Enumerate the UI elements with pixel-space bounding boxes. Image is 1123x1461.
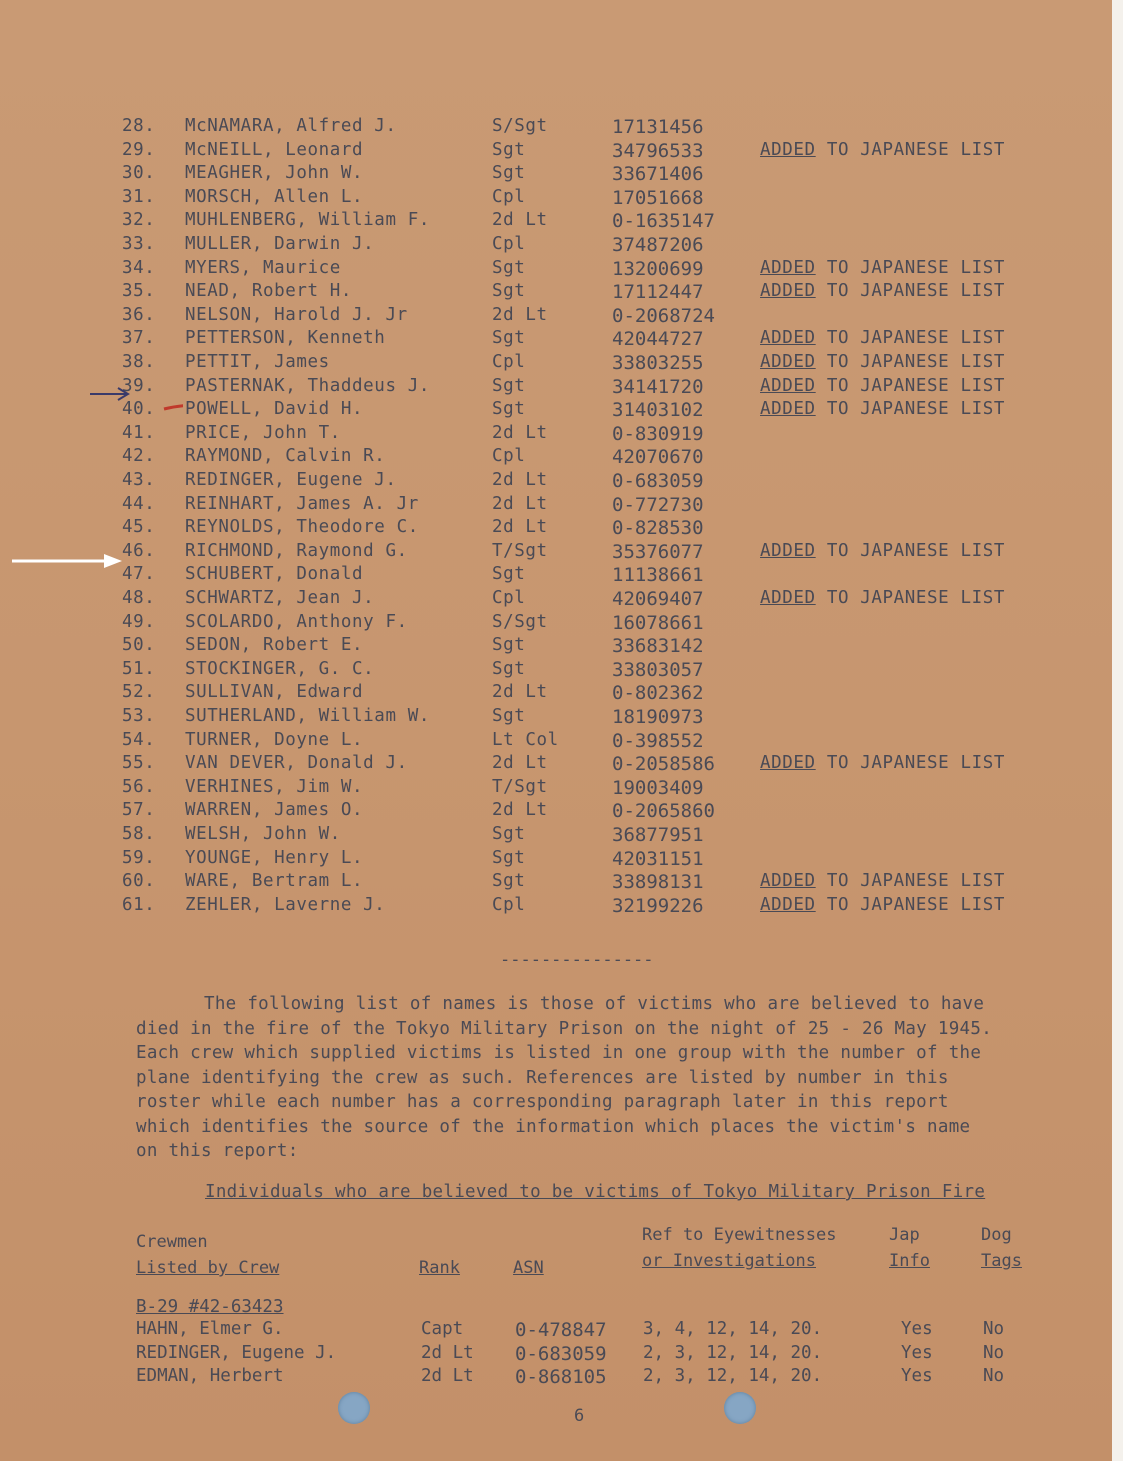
roster-asn: 42044727 <box>612 328 704 351</box>
section-divider: --------------- <box>500 950 654 970</box>
roster-note: ADDED TO JAPANESE LIST <box>760 328 1005 349</box>
roster-rank: T/Sgt <box>492 776 548 797</box>
roster-asn: 0-1635147 <box>612 210 715 233</box>
roster-name: MULLER, Darwin J. <box>185 234 375 254</box>
roster-number: 43. <box>122 470 156 490</box>
roster-row <box>0 163 1100 187</box>
header-jap <box>889 1222 930 1274</box>
roster-asn: 13200699 <box>612 257 704 280</box>
victim-jap: Yes <box>901 1342 933 1363</box>
roster-name: PETTERSON, Kenneth <box>185 328 386 349</box>
roster-number: 45. <box>122 517 156 538</box>
roster-name: VAN DEVER, Donald J. <box>185 753 408 774</box>
victim-name: HAHN, Elmer G. <box>136 1319 284 1339</box>
roster-number: 32. <box>122 210 156 231</box>
roster-number: 60. <box>122 871 156 892</box>
roster-note: ADDED TO JAPANESE LIST <box>760 871 1005 892</box>
header-asn-label: ASN <box>513 1258 544 1278</box>
roster-number: 56. <box>122 776 156 797</box>
victim-rank: 2d Lt <box>421 1342 474 1363</box>
paragraph-line: Each crew which supplied victims is listed in one group with the number of the <box>136 1043 982 1063</box>
roster-asn: 36877951 <box>612 824 704 846</box>
roster-row <box>0 871 1100 895</box>
roster-rank: Cpl <box>492 588 526 608</box>
roster-name: NEAD, Robert H. <box>185 281 353 302</box>
roster-asn: 16078661 <box>612 611 704 634</box>
roster-number: 33. <box>122 234 156 254</box>
roster-number: 41. <box>122 422 156 443</box>
roster-asn: 19003409 <box>612 776 704 799</box>
roster-number: 49. <box>122 611 156 632</box>
roster-name: SEDON, Robert E. <box>185 635 364 656</box>
roster-row <box>0 824 1100 848</box>
roster-note: ADDED TO JAPANESE LIST <box>760 139 1005 160</box>
roster-asn: 33671406 <box>612 163 704 186</box>
roster-asn: 31403102 <box>612 399 704 422</box>
roster-name: STOCKINGER, G. C. <box>185 658 375 679</box>
victim-ref: 3, 4, 12, 14, 20. <box>643 1319 823 1339</box>
roster-note: ADDED TO JAPANESE LIST <box>760 399 1005 420</box>
roster-rank: 2d Lt <box>492 470 548 490</box>
roster-row <box>0 352 1100 376</box>
roster-number: 40. <box>122 399 156 420</box>
victim-row <box>0 1343 1100 1367</box>
roster-asn: 0-2058586 <box>612 753 715 776</box>
roster-asn: 0-802362 <box>612 682 704 705</box>
roster-row <box>0 635 1100 659</box>
roster-rank: 2d Lt <box>492 517 548 538</box>
roster-row <box>0 116 1100 140</box>
roster-name: WARREN, James O. <box>185 800 364 821</box>
roster-number: 29. <box>122 139 156 160</box>
roster-number: 48. <box>122 588 156 608</box>
roster-rank: 2d Lt <box>492 210 548 231</box>
victim-asn: 0-683059 <box>515 1342 607 1365</box>
roster-note: ADDED TO JAPANESE LIST <box>760 257 1005 278</box>
roster-name: PASTERNAK, Thaddeus J. <box>185 375 430 396</box>
roster-asn: 32199226 <box>612 894 704 917</box>
roster-name: REDINGER, Eugene J. <box>185 470 397 490</box>
roster-name: WELSH, John W. <box>185 824 341 844</box>
roster-row <box>0 305 1100 329</box>
roster-number: 46. <box>122 540 156 561</box>
header-dog-line2: Tags <box>981 1251 1022 1271</box>
roster-rank: Sgt <box>492 635 526 656</box>
roster-rank: 2d Lt <box>492 682 548 703</box>
header-dog <box>981 1222 1022 1274</box>
roster-rank: Lt Col <box>492 729 559 750</box>
roster-rank: Sgt <box>492 328 526 349</box>
roster-rank: T/Sgt <box>492 540 548 561</box>
roster-rank: Sgt <box>492 281 526 302</box>
roster-row <box>0 659 1100 683</box>
roster-rank: S/Sgt <box>492 611 548 632</box>
roster-number: 54. <box>122 729 156 750</box>
section-heading: Individuals who are believed to be victims of Tokyo Military Prison Fire <box>205 1182 986 1202</box>
roster-number: 30. <box>122 163 156 184</box>
roster-rank: 2d Lt <box>492 304 548 325</box>
roster-asn: 37487206 <box>612 234 704 256</box>
roster-row <box>0 800 1100 824</box>
roster-name: RAYMOND, Calvin R. <box>185 446 386 467</box>
roster-name: MORSCH, Allen L. <box>185 186 364 207</box>
victim-ref: 2, 3, 12, 14, 20. <box>643 1342 823 1363</box>
roster-number: 53. <box>122 706 156 726</box>
roster-asn: 35376077 <box>612 540 704 563</box>
roster-name: YOUNGE, Henry L. <box>185 847 364 868</box>
page-edge <box>1112 0 1123 1461</box>
roster-row <box>0 281 1100 305</box>
paragraph-line: plane identifying the crew as such. References are listed by number in this <box>136 1067 949 1088</box>
roster-asn: 17051668 <box>612 186 704 209</box>
roster-asn: 11138661 <box>612 564 704 587</box>
roster-rank: Sgt <box>492 564 526 585</box>
roster-row <box>0 423 1100 447</box>
roster-number: 37. <box>122 328 156 349</box>
roster-name: ZEHLER, Laverne J. <box>185 894 386 915</box>
roster-asn: 0-830919 <box>612 422 704 445</box>
roster-asn: 42070670 <box>612 446 704 469</box>
victim-ref: 2, 3, 12, 14, 20. <box>643 1366 823 1386</box>
roster-row <box>0 706 1100 730</box>
roster-name: WARE, Bertram L. <box>185 871 364 892</box>
roster-rank: Cpl <box>492 352 526 372</box>
roster-name: SCOLARDO, Anthony F. <box>185 611 408 632</box>
roster-row <box>0 682 1100 706</box>
header-asn <box>513 1255 544 1281</box>
roster-row <box>0 730 1100 754</box>
roster-row <box>0 777 1100 801</box>
roster-name: REYNOLDS, Theodore C. <box>185 517 419 538</box>
victim-asn: 0-478847 <box>515 1319 607 1341</box>
roster-number: 36. <box>122 304 156 325</box>
roster-rank: 2d Lt <box>492 493 548 514</box>
header-jap-line2: Info <box>889 1251 930 1271</box>
roster-number: 52. <box>122 682 156 703</box>
header-jap-line1: Jap <box>889 1225 920 1245</box>
roster-rank: Sgt <box>492 163 526 184</box>
roster-row <box>0 234 1100 258</box>
roster-name: SUTHERLAND, William W. <box>185 706 430 726</box>
roster-row <box>0 612 1100 636</box>
red-arrow-marker <box>88 375 183 418</box>
roster-rank: Sgt <box>492 824 526 844</box>
header-rank-label: Rank <box>419 1258 460 1278</box>
roster-rank: Sgt <box>492 375 526 396</box>
roster-name: SULLIVAN, Edward <box>185 682 364 703</box>
header-crewmen <box>136 1229 279 1281</box>
roster-name: VERHINES, Jim W. <box>185 776 364 797</box>
roster-row <box>0 187 1100 211</box>
roster-asn: 0-2065860 <box>612 800 715 823</box>
roster-rank: Sgt <box>492 257 526 278</box>
roster-name: MEAGHER, John W. <box>185 163 364 184</box>
roster-name: McNEILL, Leonard <box>185 139 364 160</box>
roster-number: 39. <box>122 375 156 396</box>
roster-rank: 2d Lt <box>492 800 548 821</box>
roster-number: 34. <box>122 257 156 278</box>
roster-asn: 0-828530 <box>612 517 704 540</box>
roster-number: 50. <box>122 635 156 656</box>
victim-row <box>0 1319 1100 1343</box>
roster-rank: Sgt <box>492 847 526 868</box>
white-arrow-marker <box>10 546 125 570</box>
paragraph-line: on this report: <box>136 1141 299 1161</box>
roster-rank: Sgt <box>492 139 526 160</box>
roster-asn: 18190973 <box>612 706 704 728</box>
roster-rank: S/Sgt <box>492 116 548 136</box>
header-rank <box>419 1255 460 1281</box>
roster-note: ADDED TO JAPANESE LIST <box>760 753 1005 774</box>
crew-label: B-29 #42-63423 <box>136 1297 284 1317</box>
roster-name: MYERS, Maurice <box>185 257 341 278</box>
roster-name: PETTIT, James <box>185 352 330 372</box>
roster-number: 31. <box>122 186 156 207</box>
roster-rank: 2d Lt <box>492 422 548 443</box>
roster-asn: 0-772730 <box>612 493 704 516</box>
punch-hole-right <box>724 1392 756 1424</box>
roster-name: POWELL, David H. <box>185 399 364 420</box>
roster-row <box>0 564 1100 588</box>
roster-number: 47. <box>122 564 156 585</box>
paragraph-line: The following list of names is those of victims who are believed to have <box>204 994 985 1014</box>
roster-number: 59. <box>122 847 156 868</box>
roster-asn: 17112447 <box>612 281 704 304</box>
roster-number: 57. <box>122 800 156 821</box>
roster-number: 35. <box>122 281 156 302</box>
roster-row <box>0 258 1100 282</box>
roster-rank: Cpl <box>492 186 526 207</box>
roster-row <box>0 494 1100 518</box>
roster-asn: 34141720 <box>612 375 704 398</box>
roster-number: 28. <box>122 116 156 136</box>
roster-row <box>0 517 1100 541</box>
roster-row <box>0 753 1100 777</box>
roster-row <box>0 210 1100 234</box>
roster-asn: 34796533 <box>612 139 704 162</box>
roster-rank: Sgt <box>492 871 526 892</box>
paragraph-line: died in the fire of the Tokyo Military Prison on the night of 25 - 26 May 1945. <box>136 1018 993 1039</box>
roster-name: REINHART, James A. Jr <box>185 493 419 514</box>
roster-name: MUHLENBERG, William F. <box>185 210 430 231</box>
roster-asn: 33683142 <box>612 635 704 658</box>
roster-note: ADDED TO JAPANESE LIST <box>760 352 1005 372</box>
roster-name: SCHWARTZ, Jean J. <box>185 588 375 608</box>
roster-row <box>0 140 1100 164</box>
roster-row <box>0 895 1100 919</box>
victim-row <box>0 1366 1100 1390</box>
roster-name: PRICE, John T. <box>185 422 341 443</box>
victim-dog: No <box>983 1342 1005 1363</box>
victim-rank: 2d Lt <box>421 1366 474 1386</box>
victim-jap: Yes <box>901 1366 933 1386</box>
roster-asn: 33803057 <box>612 658 704 681</box>
roster-asn: 0-683059 <box>612 470 704 492</box>
roster-row <box>0 446 1100 470</box>
roster-number: 55. <box>122 753 156 774</box>
header-crewmen-line2: Listed by Crew <box>136 1258 280 1278</box>
victim-name: EDMAN, Herbert <box>136 1366 284 1386</box>
roster-rank: Cpl <box>492 894 526 915</box>
roster-number: 61. <box>122 894 156 915</box>
roster-asn: 0-2068724 <box>612 304 715 327</box>
roster-rank: Sgt <box>492 399 526 420</box>
intro-paragraph <box>136 992 1066 1164</box>
roster-asn: 17131456 <box>612 116 704 138</box>
header-dog-line1: Dog <box>981 1225 1012 1245</box>
victim-dog: No <box>983 1366 1005 1386</box>
roster-asn: 42031151 <box>612 847 704 870</box>
roster-note: ADDED TO JAPANESE LIST <box>760 588 1005 608</box>
roster-rank: Sgt <box>492 706 526 726</box>
roster-row <box>0 541 1100 565</box>
roster-rank: 2d Lt <box>492 753 548 774</box>
roster-name: NELSON, Harold J. Jr <box>185 304 408 325</box>
roster-number: 38. <box>122 352 156 372</box>
header-ref-line1: Ref to Eyewitnesses <box>642 1225 837 1245</box>
victim-rank: Capt <box>421 1319 464 1339</box>
roster-name: TURNER, Doyne L. <box>185 729 364 750</box>
victim-name: REDINGER, Eugene J. <box>136 1342 337 1363</box>
roster-name: SCHUBERT, Donald <box>185 564 364 585</box>
punch-hole-left <box>338 1392 370 1424</box>
roster-note: ADDED TO JAPANESE LIST <box>760 540 1005 561</box>
roster-name: McNAMARA, Alfred J. <box>185 116 397 136</box>
paragraph-line: roster while each number has a corresponding paragraph later in this report <box>136 1092 949 1112</box>
roster-number: 42. <box>122 446 156 467</box>
victim-jap: Yes <box>901 1319 933 1339</box>
header-crewmen-line1: Crewmen <box>136 1232 208 1252</box>
roster-row <box>0 848 1100 872</box>
roster-row <box>0 328 1100 352</box>
victim-dog: No <box>983 1319 1005 1339</box>
paragraph-line: which identifies the source of the information which places the victim's name <box>136 1116 971 1137</box>
roster-number: 51. <box>122 658 156 679</box>
page-number: 6 <box>574 1406 585 1426</box>
header-ref-line2: or Investigations <box>642 1251 816 1271</box>
roster-row <box>0 470 1100 494</box>
victim-asn: 0-868105 <box>515 1366 607 1388</box>
roster-number: 58. <box>122 824 156 844</box>
roster-note: ADDED TO JAPANESE LIST <box>760 281 1005 302</box>
roster-asn: 33803255 <box>612 352 704 374</box>
header-ref <box>642 1222 836 1274</box>
roster-asn: 33898131 <box>612 871 704 894</box>
roster-note: ADDED TO JAPANESE LIST <box>760 894 1005 915</box>
roster-number: 44. <box>122 493 156 514</box>
roster-rank: Cpl <box>492 446 526 467</box>
roster-note: ADDED TO JAPANESE LIST <box>760 375 1005 396</box>
roster-rank: Sgt <box>492 658 526 679</box>
roster-rank: Cpl <box>492 234 526 254</box>
roster-asn: 42069407 <box>612 588 704 610</box>
roster-asn: 0-398552 <box>612 729 704 752</box>
roster-row <box>0 588 1100 612</box>
roster-name: RICHMOND, Raymond G. <box>185 540 408 561</box>
